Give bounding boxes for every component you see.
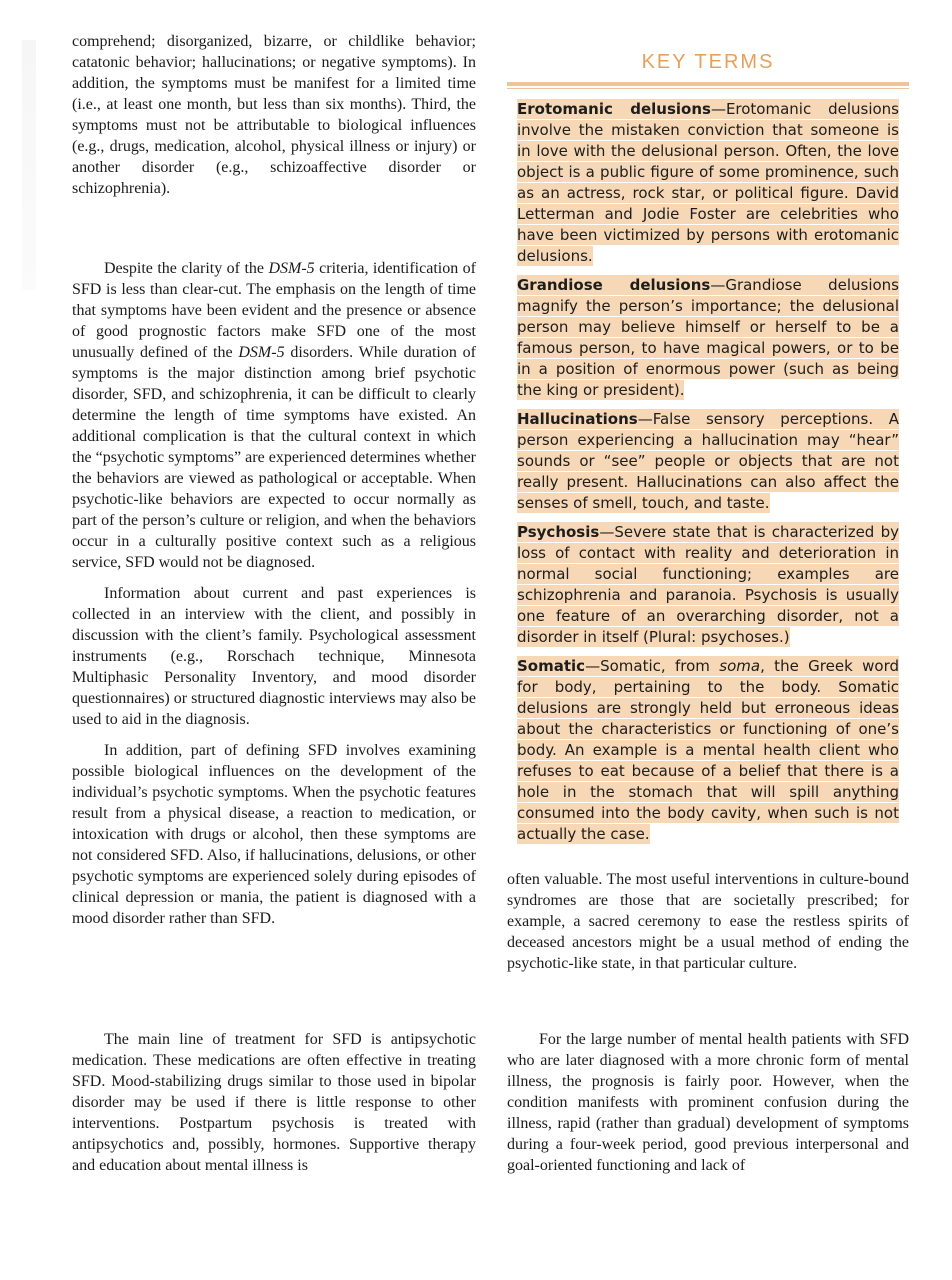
key-term-definition: , the Greek word for body, pertaining to the body. Somatic delusions are strongly held but erroneous ideas about the characteristics or functioning of one’s body. An example is a mental health client who refuses to eat because of a belief that there is a hole in the stomach that will spill anything consumed into the body cavity, when such is not actually the case. <box>517 657 899 843</box>
right-column-prognosis <box>507 1029 909 1186</box>
paragraph: comprehend; disorganized, bizarre, or childlike behavior; catatonic behavior; hallucinations; or negative symptoms). In addition, the symptoms must be manifest for a limited time (i.e., at least one month, but less than six months). Third, the symptoms must not be attributable to biological influences (e.g., drugs, medication, alcohol, physical illness or injury) or another disorder (e.g., schizoaffective disorder or schizophrenia). <box>72 33 476 197</box>
right-column-continuation <box>507 869 909 984</box>
text-run: Despite the clarity of the <box>104 260 269 277</box>
key-term-entry <box>517 656 899 845</box>
key-term: Somatic <box>517 657 586 675</box>
key-term-entry <box>517 522 899 648</box>
key-term-definition: —False sensory perceptions. A person experiencing a hallucination may “hear” sounds or “see” people or objects that are not really present. Hallucinations can also affect the senses of smell, touch, and taste. <box>517 410 899 512</box>
paragraph: The main line of treatment for SFD is antipsychotic medication. These medications are often effective in treating SFD. Mood-stabilizing drugs similar to those used in bipolar disorder may be used if there is little response to other interventions. Postpartum psychosis is treated with antipsychotics and, possibly, hormones. Supportive therapy and education about mental illness is <box>72 1031 476 1174</box>
key-term-definition: —Severe state that is characterized by loss of contact with reality and deterioration in normal social functioning; examples are schizophrenia and paranoia. Psychosis is usually one feature of an overarching disorder, not a disorder in itself (Plural: psychoses.) <box>517 523 899 646</box>
paragraph: For the large number of mental health patients with SFD who are later diagnosed with a more chronic form of mental illness, the prognosis is fairly poor. However, when the condition manifests with prominent confusion during the illness, rapid (rather than gradual) development of symptoms during a four-week period, good previous interpersonal and goal-oriented functioning and lack of <box>507 1031 909 1174</box>
key-term-entry <box>517 99 899 267</box>
key-term: Erotomanic delusions <box>517 100 711 118</box>
key-term-entry <box>517 275 899 401</box>
key-terms-body <box>507 89 909 845</box>
key-term: Hallucinations <box>517 410 638 428</box>
key-term: Grandiose delusions <box>517 276 711 294</box>
key-term-definition-italic: soma <box>719 657 761 675</box>
paragraph <box>72 258 476 573</box>
paragraph: often valuable. The most useful interventions in culture-bound syndromes are those that are societally prescribed; for example, a sacred ceremony to ease the restless spirits of deceased ancestors might be a usual method of ending the psychotic-like state, in that particular culture. <box>507 871 909 972</box>
left-column-diagnosis <box>72 258 476 939</box>
key-term-definition: —Somatic, from <box>585 657 720 675</box>
text-run: disorders. While duration of symptoms is the major distinction among brief psychotic disorder, SFD, and schizophrenia, it can be difficult to clearly determine the length of time symptoms have existed. An additional complication is that the cultural context in which the “psychotic symptoms” are experienced determines whether the behaviors are viewed as pathological or acceptable. When psychotic-like behaviors are expected to occur normally as part of the person’s culture or religion, and when the behaviors occur in a culturally positive context such as a religious service, SFD would not be diagnosed. <box>72 344 476 571</box>
key-term-entry <box>517 409 899 514</box>
key-term-definition: —Grandiose delusions magnify the person’s importance; the delusional person may believe himself or herself to be a famous person, to have magical powers, or to be in a position of enormous power (such as being the king or president). <box>517 276 899 399</box>
paragraph: Information about current and past experiences is collected in an interview with the client, and possibly in discussion with the client’s family. Psychological assessment instruments (e.g., Rorschach technique, Minnesota Multiphasic Personality Inventory, and mood disorder questionnaires) or structured diagnostic interviews may also be used to aid in the diagnosis. <box>72 585 476 728</box>
text-run: criteria, identification of SFD is less than clear-cut. The emphasis on the length of time that symptoms have been evident and the presence or absence of good prognostic factors make SFD one of the most unusually defined of the <box>72 260 476 361</box>
left-column-treatment <box>72 1029 476 1186</box>
paragraph: In addition, part of defining SFD involves examining possible biological influences on the development of the individual’s psychotic symptoms. When the psychotic features result from a physical disease, a reaction to medication, or intoxication with drugs or alcohol, then these symptoms are not considered SFD. Also, if hallucinations, delusions, or other psychotic symptoms are experienced solely during episodes of clinical depression or mania, the patient is diagnosed with a mood disorder rather than SFD. <box>72 742 476 927</box>
key-term-definition: —Erotomanic delusions involve the mistaken conviction that someone is in love with the delusional person. Often, the love object is a public figure of some prominence, such as an actress, rock star, or political figure. David Letterman and Jodie Foster are celebrities who have been victimized by persons with erotomanic delusions. <box>517 100 899 265</box>
key-terms-rule <box>507 82 909 86</box>
key-term: Psychosis <box>517 523 600 541</box>
key-terms-box <box>507 48 909 853</box>
margin-shadow <box>22 40 36 290</box>
left-column-top <box>72 31 476 209</box>
text-run-italic: DSM-5 <box>238 344 285 361</box>
key-terms-title: KEY TERMS <box>641 51 775 73</box>
text-run-italic: DSM-5 <box>268 260 315 277</box>
